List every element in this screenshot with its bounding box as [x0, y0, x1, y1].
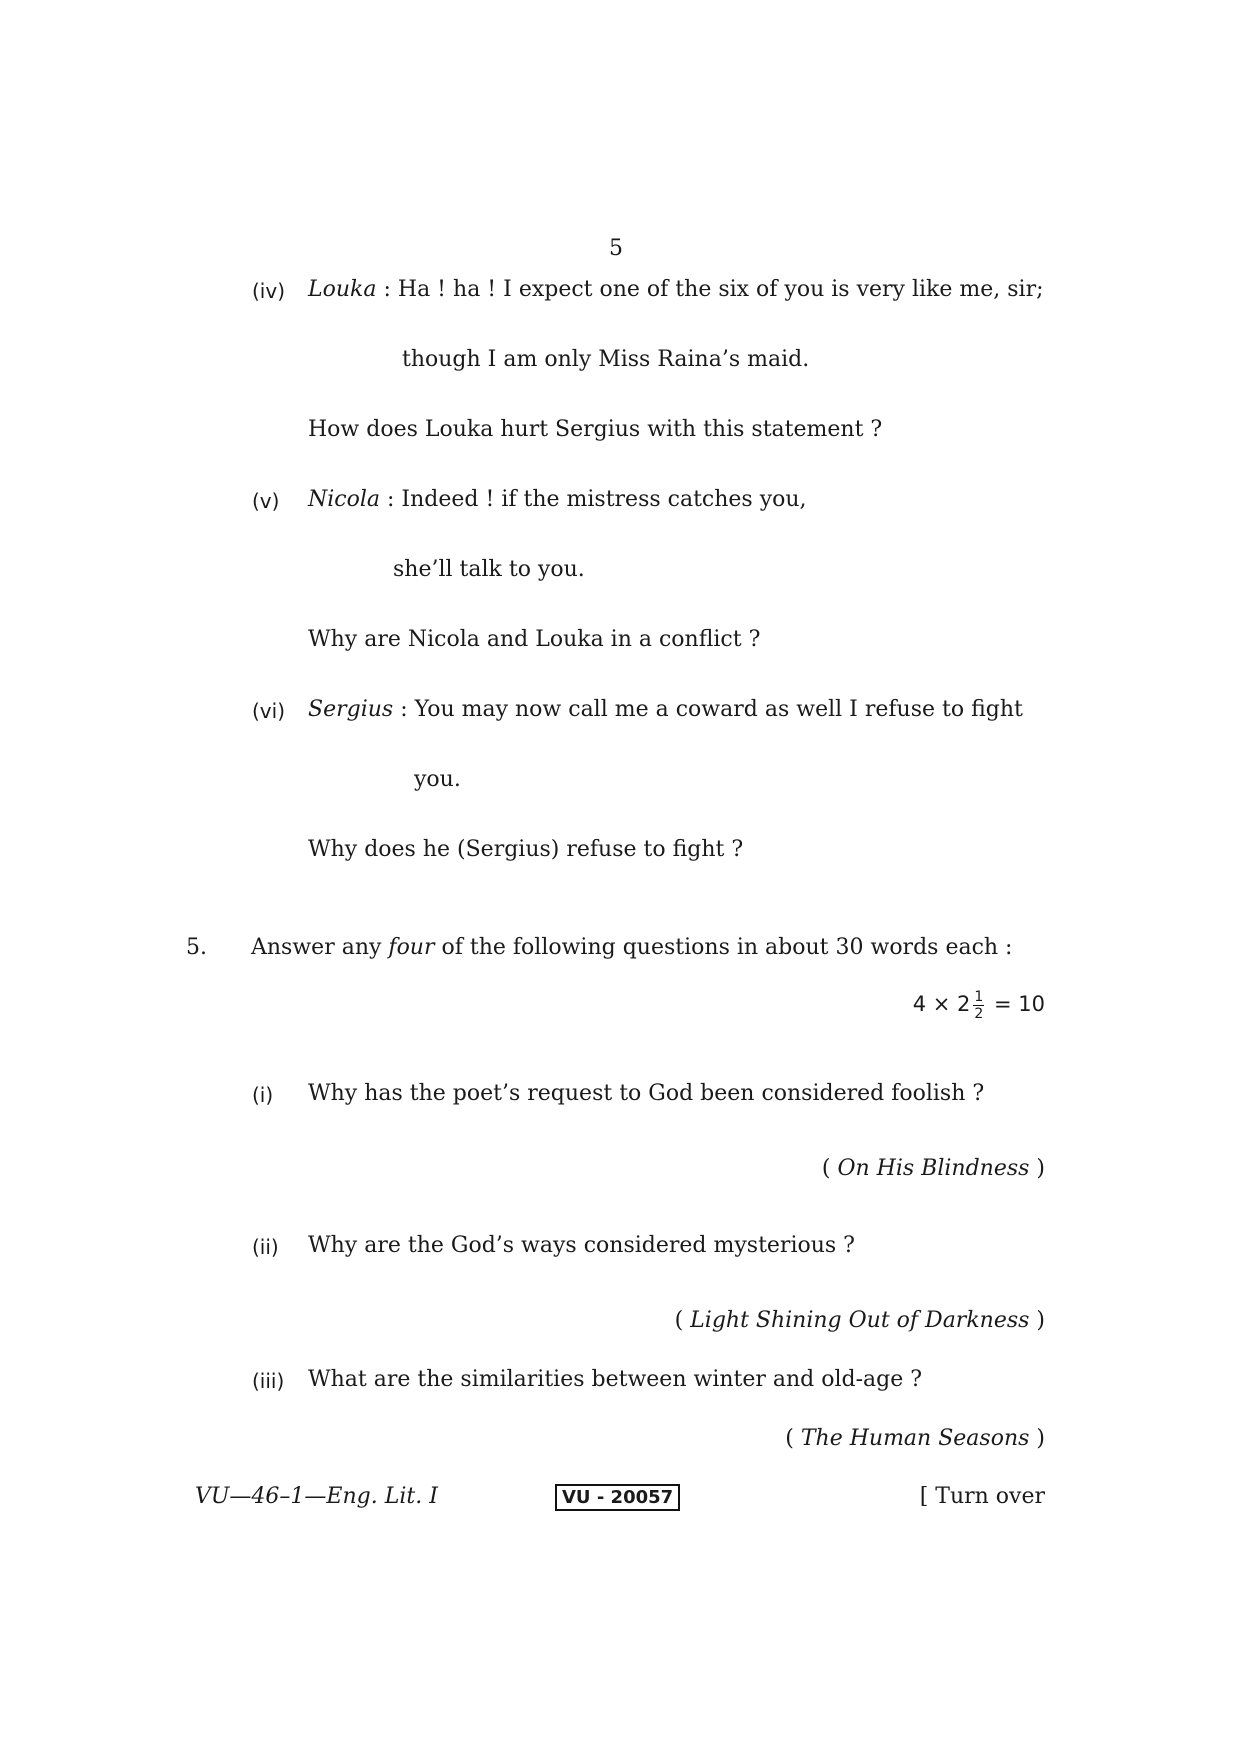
page-number: 5	[609, 236, 623, 261]
question-instruction: Answer any four of the following questions in about 30 words each :	[251, 935, 1013, 960]
dialogue-continuation: though I am only Miss Raina’s maid.	[402, 347, 810, 372]
paper-code: VU—46–1—Eng. Lit. I	[195, 1484, 438, 1509]
question-text: How does Louka hurt Sergius with this statement ?	[308, 417, 883, 442]
dialogue-text: : Indeed ! if the mistress catches you,	[387, 487, 807, 512]
item-label: (v)	[252, 489, 280, 513]
dialogue-line	[308, 487, 807, 512]
item-label: (vi)	[252, 699, 285, 723]
dialogue-continuation: you.	[414, 767, 461, 792]
question-text: Why are Nicola and Louka in a conflict ?	[308, 627, 761, 652]
poem-source: ( On His Blindness )	[821, 1156, 1045, 1181]
item-label: (iii)	[252, 1369, 285, 1393]
item-label: (i)	[252, 1083, 274, 1107]
speaker: Sergius	[308, 697, 394, 722]
question-number: 5.	[186, 935, 207, 960]
dialogue-continuation: she’ll talk to you.	[393, 557, 585, 582]
dialogue-line	[308, 277, 1044, 302]
emphasis: four	[388, 935, 435, 960]
marks-prefix: 4 × 2	[912, 992, 971, 1016]
fraction: $\frac{1}{2}$	[974, 988, 984, 1022]
marks-allocation	[913, 984, 1045, 1024]
question-text: Why does he (Sergius) refuse to fight ?	[308, 837, 744, 862]
poem-source: ( The Human Seasons )	[785, 1426, 1045, 1451]
item-label: (iv)	[252, 279, 285, 303]
booklet-code: VU - 20057	[555, 1484, 680, 1511]
poem-source: ( Light Shining Out of Darkness )	[674, 1308, 1045, 1333]
item-label: (ii)	[252, 1235, 279, 1259]
marks-suffix: = 10	[994, 992, 1045, 1016]
dialogue-line	[308, 697, 1023, 722]
speaker: Louka	[308, 277, 377, 302]
speaker: Nicola	[308, 487, 381, 512]
dialogue-text: : Ha ! ha ! I expect one of the six of you is very like me, sir;	[383, 277, 1044, 302]
question-text: What are the similarities between winter and old-age ?	[308, 1367, 923, 1392]
turn-over-note: [ Turn over	[919, 1484, 1045, 1509]
question-text: Why are the God’s ways considered mysterious ?	[308, 1233, 855, 1258]
dialogue-text: : You may now call me a coward as well I refuse to fight	[400, 697, 1023, 722]
question-text: Why has the poet’s request to God been considered foolish ?	[308, 1081, 985, 1106]
